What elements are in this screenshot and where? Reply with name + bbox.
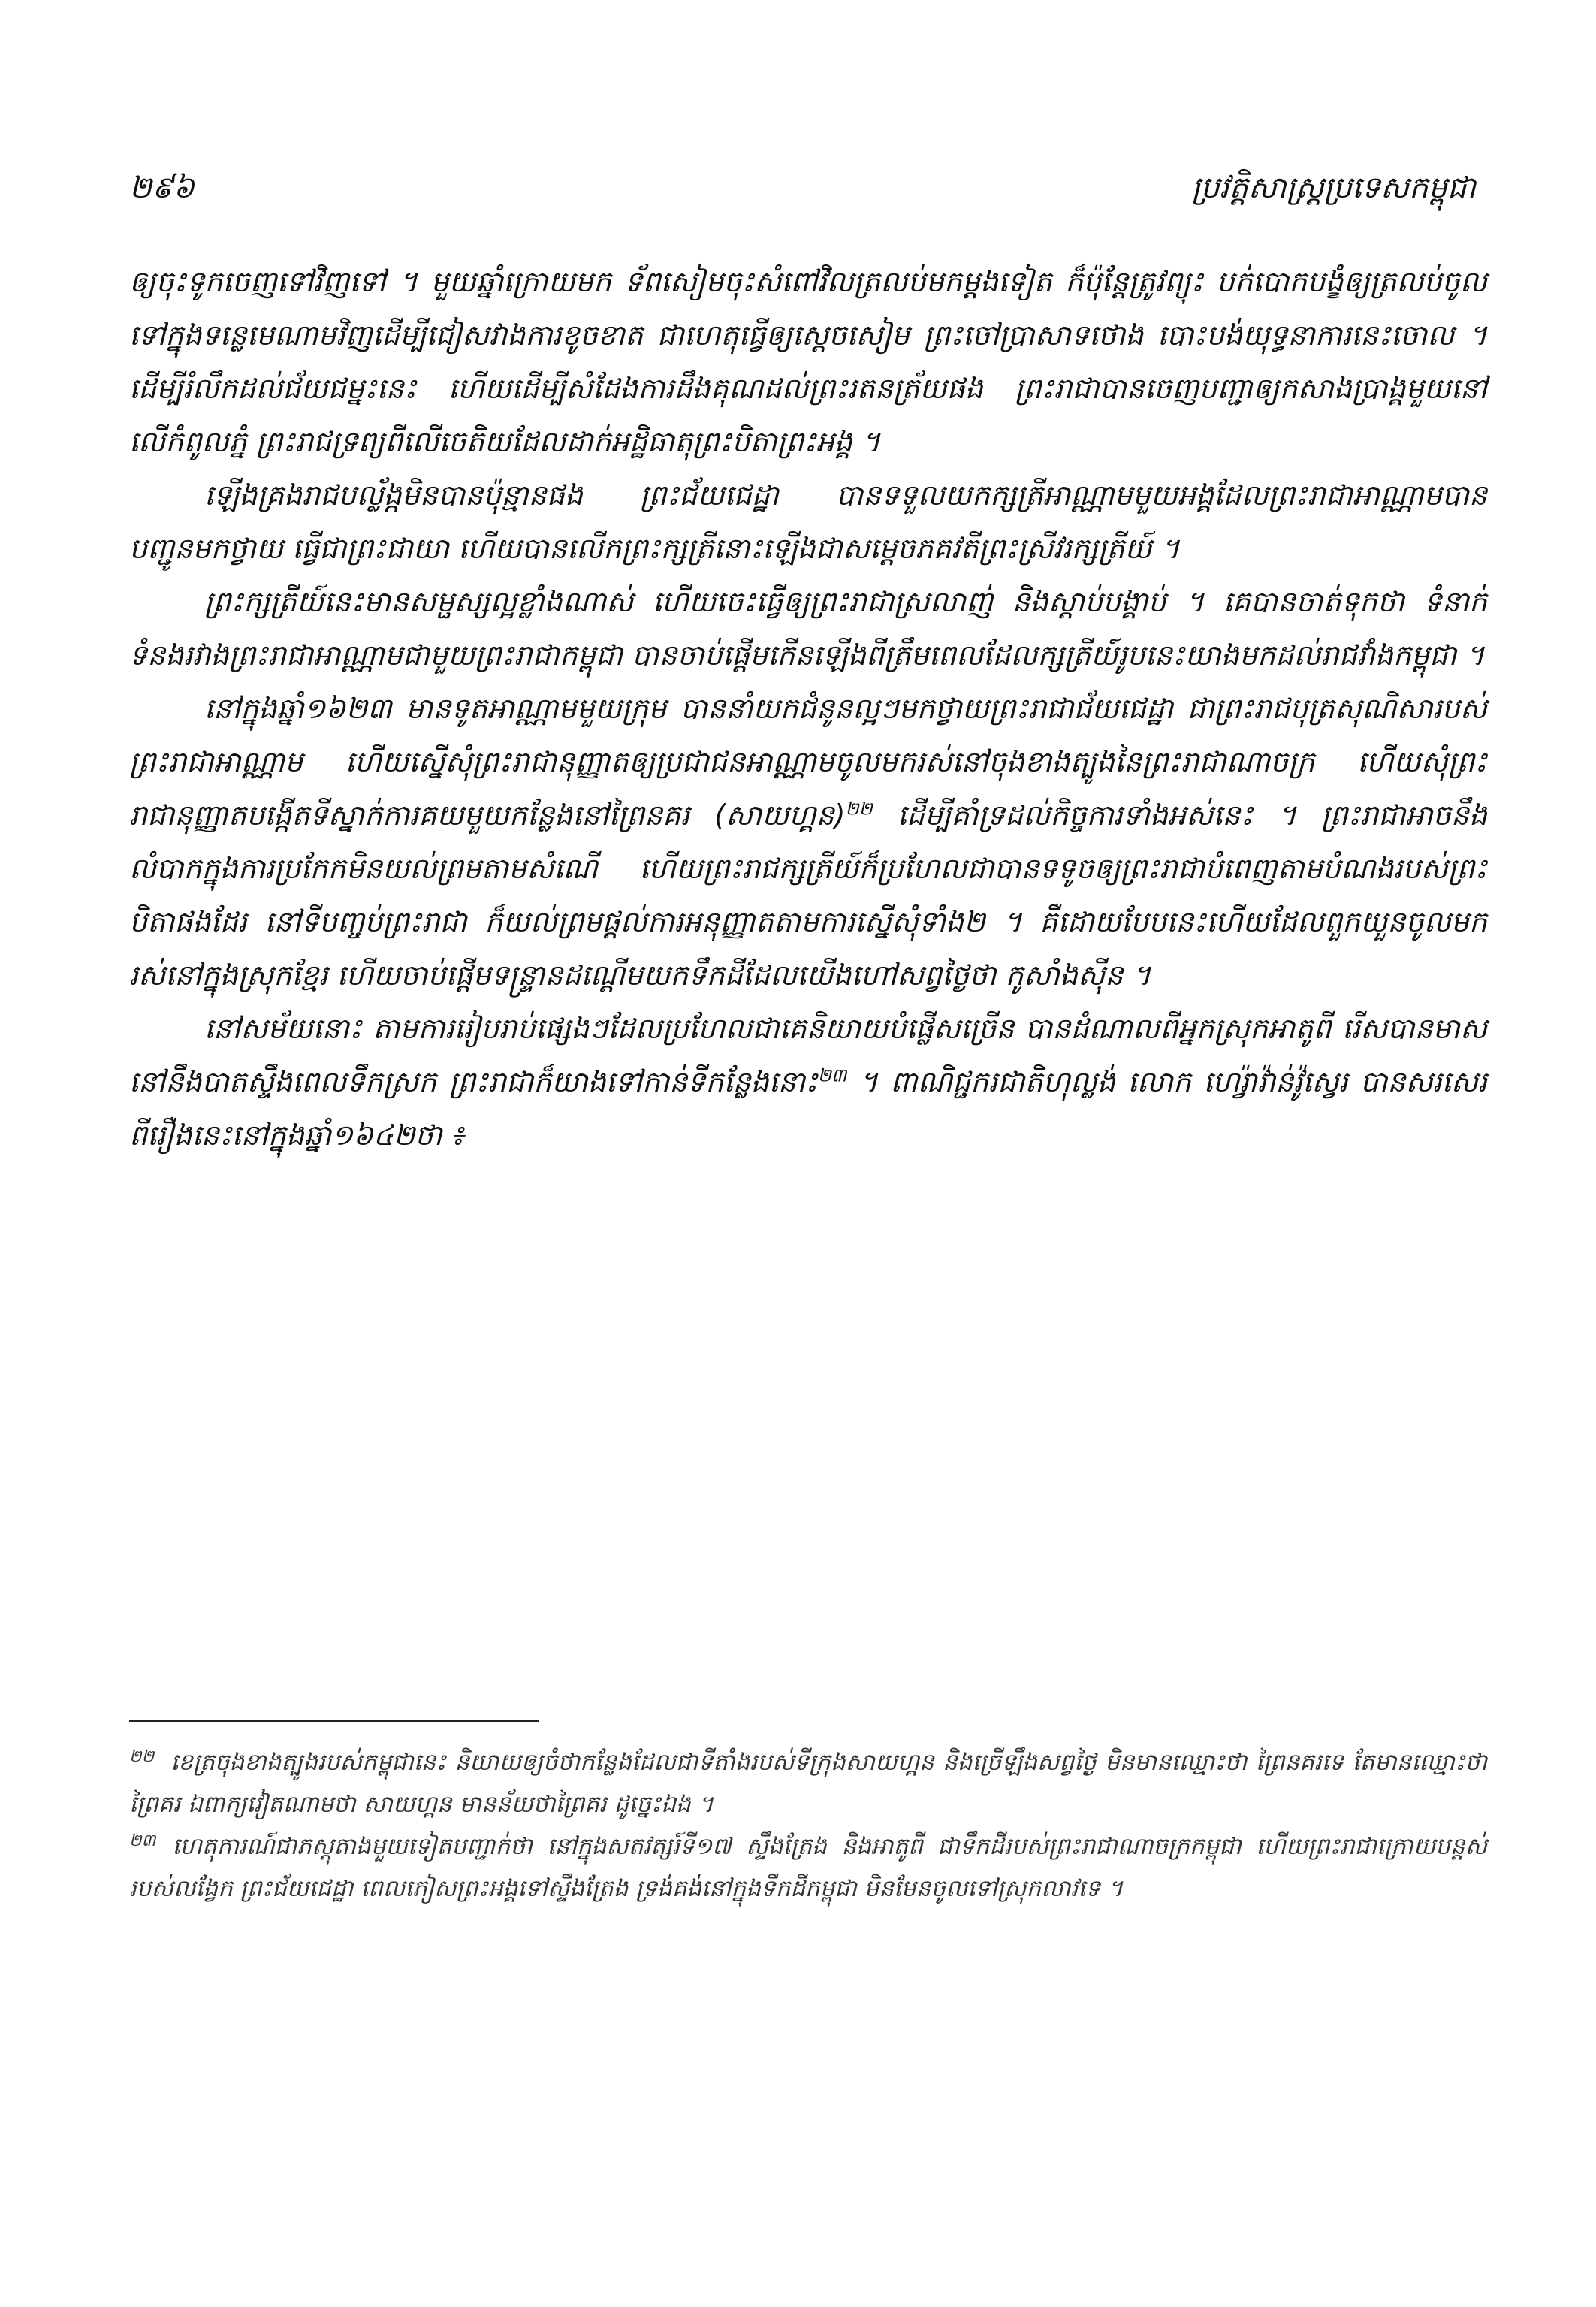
footnote xyxy=(129,1825,1487,1910)
footnote-ref[interactable]: ២២ xyxy=(845,798,873,820)
paragraph: ព្រះក្សត្រីយ៍នេះមានសម្ផស្សល្អខ្លាំងណាស់ ហើយចេះធ្វើឲ្យព្រះរាជាស្រលាញ់ និងស្ដាប់បង្គាប់ ។ គេបានចាត់ទុកថា ទំនាក់ទំនងរវាងព្រះរាជាអាណ្ណាមជាមួយព្រះរាជាកម្ពុជា បានចាប់ផ្ដើមកើនឡើងពីត្រឹមពេលដែលក្សត្រីយ៍រូបនេះយាងមកដល់រាជវាំងកម្ពុជា ។ xyxy=(129,585,1487,672)
page-header xyxy=(129,164,1476,216)
footnote-ref[interactable]: ២៣ xyxy=(817,1064,847,1086)
body-text xyxy=(129,255,1487,1162)
footnote-number: ២២ xyxy=(129,1747,155,1766)
footnote-text: ហេតុការណ៍ជាភស្តុតាងមួយទៀតបញ្ជាក់ថា នៅក្នុងសតវត្សរ៍ទី១៧ ស្ទឹងត្រែង និងអាតូពី ជាទឹកដីរបស់ព្រះរាជាណាចក្រកម្ពុជា ហើយព្រះរាជាក្រោយបន្តស់របស់លង្វែក ព្រះជ័យជេដ្ឋា ពេលភៀសព្រះអង្គទៅស្ទឹងត្រែង ទ្រង់គង់នៅក្នុងទឹកដីកម្ពុជា មិនមែនចូលទៅស្រុកលាវទេ ។ xyxy=(129,1833,1487,1902)
paragraph: នៅសម័យនោះ តាមការរៀបរាប់ផ្សេងៗដែលប្រហែលជាគេនិយាយបំផ្លើសច្រើន បានដំណាលពីអ្នកស្រុកអាតូពី រើសបានមាសនៅនឹងបាតស្ទឹងពេលទឹកស្រក ព្រះរាជាក៏យាងទៅកាន់ទីកន្លែងនោះ$^{២៣}$ ។ ពាណិជ្ជករជាតិហុល្លង់ លោក ហេរ្វ៉ាវ៉ាន់វ៉ូស្វេរ បានសរសេរពីរឿងនេះនៅក្នុងឆ្នាំ១៦៤២ថា ៖ xyxy=(129,1012,1487,1152)
footnote-number: ២៣ xyxy=(129,1831,156,1850)
footnote-text: ខេត្រចុងខាងត្បូងរបស់កម្ពុជានេះ និយាយឲ្យចំថាកន្លែងដែលជាទីតាំងរបស់ទីក្រុងសាយហ្គន និងច្រើឡឹងសព្វថ្ងៃ មិនមានឈ្មោះថា ព្រៃនគរទេ តែមានឈ្មោះថា ព្រៃគរ ឯពាក្យវៀតណាមថា សាយហ្គន មានន័យថាព្រៃគរ ដូច្នេះឯង ។ xyxy=(129,1749,1487,1818)
paragraph: ឡើងគ្រងរាជបល្ល័ង្កមិនបានប៉ុន្មានផង ព្រះជ័យជេដ្ឋា បានទទួលយកក្សត្រីអាណ្ណាមមួយអង្គដែលព្រះរាជាអាណ្ណាមបានបញ្ជូនមកថ្វាយ ធ្វើជាព្រះជាយា ហើយបានលើកព្រះក្សត្រីនោះឡើងជាសម្ដេចភគវតីព្រះស្រីវរក្សត្រីយ៍ ។ xyxy=(129,479,1487,565)
footnotes xyxy=(129,1741,1487,1910)
footnote-divider xyxy=(129,1720,539,1722)
paragraph: ឲ្យចុះទូកចេញទៅវិញទៅ ។ មួយឆ្នាំក្រោយមក ទ័ពសៀមចុះសំពៅវិលត្រលប់មកម្ដងទៀត ក៏ប៉ុន្តែត្រូវព្យុះ បក់បោកបង្ខំឲ្យត្រលប់ចូលទៅក្នុងទន្លេមេណាមវិញដើម្បីជៀសវាងការខូចខាត ជាហេតុធ្វើឲ្យស្ដេចសៀម ព្រះចៅប្រាសាទថោង បោះបង់យុទ្ធនាការនេះចោល ។ ដើម្បីរំលឹកដល់ជ័យជម្នះនេះ ហើយដើម្បីសំដែងការដឹងគុណដល់ព្រះរតនត្រ័យផង ព្រះរាជាបានចេញបញ្ជាឲ្យកសាងប្រាង្គមួយនៅលើកំពូលភ្នំ ព្រះរាជទ្រព្យពីលើចេតិយដែលដាក់អដ្ឋិធាតុព្រះបិតាព្រះអង្គ ។ xyxy=(129,265,1487,458)
page-number: ២៩៦ xyxy=(129,170,195,205)
paragraph: នៅក្នុងឆ្នាំ១៦២៣ មានទូតអាណ្ណាមមួយក្រុម បាននាំយកជំនូនល្អៗមកថ្វាយព្រះរាជាជ័យជេដ្ឋា ជាព្រះរាជបុត្រសុណិសារបស់ព្រះរាជាអាណ្ណាម ហើយស្នើសុំព្រះរាជានុញ្ញាតឲ្យប្រជាជនអាណ្ណាមចូលមករស់នៅចុងខាងត្បូងនៃព្រះរាជាណាចក្រ ហើយសុំព្រះរាជានុញ្ញាតបង្កើតទីស្នាក់ការគយមួយកន្លែងនៅព្រៃនគរ (សាយហ្គន)$^{២២}$ ដើម្បីគាំទ្រដល់កិច្ចការទាំងអស់នេះ ។ ព្រះរាជាអាចនឹងលំបាកក្នុងការប្រកែកមិនយល់ព្រមតាមសំណើ ហើយព្រះរាជក្សត្រីយ៍ក៏ប្រហែលជាបានទទូចឲ្យព្រះរាជាបំពេញតាមបំណងរបស់ព្រះបិតាផងដែរ នៅទីបញ្ចប់ព្រះរាជា ក៏យល់ព្រមផ្ដល់ការអនុញ្ញាតតាមការស្នើសុំទាំង២ ។ គឺដោយបែបនេះហើយដែលពួកយួនចូលមករស់នៅក្នុងស្រុកខ្មែរ ហើយចាប់ផ្ដើមទន្ទ្រានដណ្ដើមយកទឹកដីដែលយើងហៅសព្វថ្ងៃថា កូសាំងស៊ីន ។ xyxy=(129,692,1487,992)
footnote xyxy=(129,1741,1487,1825)
running-title: ប្រវត្តិសាស្ត្រប្រទេសកម្ពុជា xyxy=(1191,170,1476,205)
